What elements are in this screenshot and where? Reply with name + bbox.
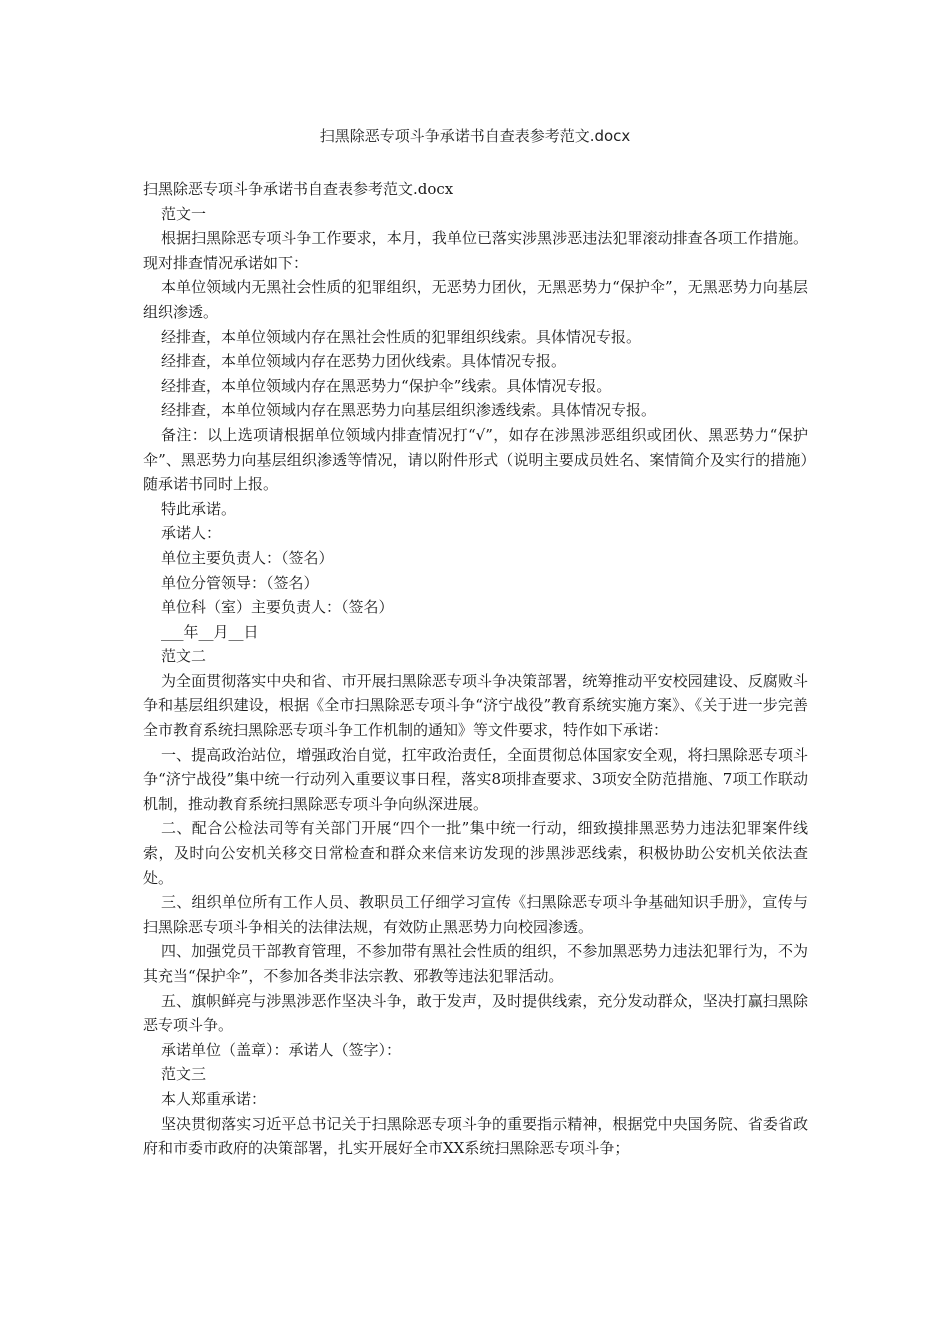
paragraph: 一、提高政治站位，增强政治自觉，扛牢政治责任，全面贯彻总体国家安全观，将扫黑除恶专项斗争“济宁战役”集中统一行动列入重要议事日程，落实8项排查要求、3项安全防范措施、7项工作联动机制，推动教育系统扫黑除恶专项斗争向纵深进展。 bbox=[143, 745, 808, 813]
text-line: 本人郑重承诺： bbox=[161, 1089, 267, 1108]
paragraph: 三、组织单位所有工作人员、教职员工仔细学习宣传《扫黑除恶专项斗争基础知识手册》，宣传与扫黑除恶专项斗争相关的法律法规，有效防止黑恶势力向校园渗透。 bbox=[143, 893, 808, 936]
document-body bbox=[143, 177, 808, 1161]
text-line: 单位分管领导：（签名） bbox=[161, 573, 319, 592]
text-line: 经排查，本单位领域内存在黑恶势力“保护伞”线索。具体情况专报。 bbox=[161, 376, 612, 395]
text-line: 经排查，本单位领域内存在黑社会性质的犯罪组织线索。具体情况专报。 bbox=[161, 327, 642, 346]
paragraph: 坚决贯彻落实习近平总书记关于扫黑除恶专项斗争的重要指示精神，根据党中央国务院、省委省政府和市委市政府的决策部署，扎实开展好全市XX系统扫黑除恶专项斗争； bbox=[143, 1114, 808, 1158]
paragraph: 为全面贯彻落实中央和省、市开展扫黑除恶专项斗争决策部署，统筹推动平安校园建设、反腐败斗争和基层组织建设，根据《全市扫黑除恶专项斗争“济宁战役”教育系统实施方案》、《关于进一步完善全市教育系统扫黑除恶专项斗争工作机制的通知》等文件要求，特作如下承诺： bbox=[143, 671, 808, 740]
paragraph: 本单位领域内无黑社会性质的犯罪组织，无恶势力团伙，无黑恶势力“保护伞”，无黑恶势力向基层组织渗透。 bbox=[143, 278, 808, 321]
text-line: 单位主要负责人：（签名） bbox=[161, 548, 334, 567]
document-header-title: 扫黑除恶专项斗争承诺书自查表参考范文.docx bbox=[319, 127, 631, 145]
paragraph: 根据扫黑除恶专项斗争工作要求，本月，我单位已落实涉黑涉恶违法犯罪滚动排查各项工作措施。现对排查情况承诺如下： bbox=[143, 229, 808, 272]
text-line: 单位科（室）主要负责人：（签名） bbox=[161, 598, 394, 617]
paragraph: 备注：以上选项请根据单位领域内排查情况打“√”，如存在涉黑涉恶组织或团伙、黑恶势力“保护伞”、黑恶势力向基层组织渗透等情况，请以附件形式（说明主要成员姓名、案情简介及实行的措施）随承诺书同时上报。 bbox=[143, 425, 808, 494]
text-line: ___年__月__日 bbox=[161, 622, 259, 641]
text-line: 特此承诺。 bbox=[161, 499, 237, 518]
text-line: 范文三 bbox=[161, 1065, 207, 1084]
text-line: 经排查，本单位领域内存在恶势力团伙线索。具体情况专报。 bbox=[161, 352, 567, 371]
text-line: 范文一 bbox=[161, 204, 207, 223]
paragraph: 五、旗帜鲜亮与涉黑涉恶作坚决斗争，敢于发声，及时提供线索，充分发动群众，坚决打赢扫黑除恶专项斗争。 bbox=[143, 991, 808, 1035]
paragraph: 四、加强党员干部教育管理，不参加带有黑社会性质的组织，不参加黑恶势力违法犯罪行为，不为其充当“保护伞”，不参加各类非法宗教、邪教等违法犯罪活动。 bbox=[143, 942, 808, 985]
text-line: 经排查，本单位领域内存在黑恶势力向基层组织渗透线索。具体情况专报。 bbox=[161, 401, 657, 420]
text-line: 范文二 bbox=[161, 647, 207, 666]
document-name-line: 扫黑除恶专项斗争承诺书自查表参考范文.docx bbox=[143, 180, 454, 198]
text-line: 承诺单位（盖章）：承诺人（签字）： bbox=[161, 1040, 402, 1059]
paragraph: 二、配合公检法司等有关部门开展“四个一批”集中统一行动，细致摸排黑恶势力违法犯罪案件线索，及时向公安机关移交日常检查和群众来信来访发现的涉黑涉恶线索，积极协助公安机关依法查处。 bbox=[143, 819, 808, 887]
text-line: 承诺人： bbox=[161, 524, 222, 543]
